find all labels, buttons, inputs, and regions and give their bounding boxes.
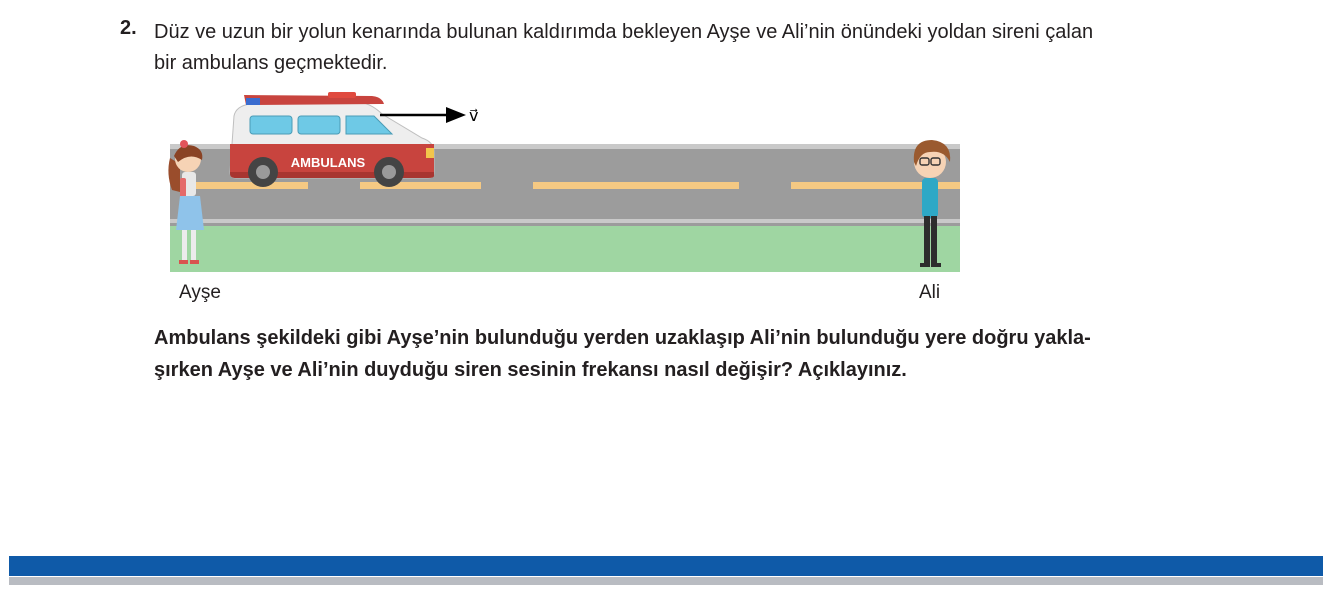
road-scene-figure: [160, 86, 970, 276]
question-prompt-line-2: şırken Ayşe ve Ali’nin duyduğu siren sesinin frekansı nasıl değişir? Açıklayınız.: [154, 359, 907, 381]
question-prompt-line-1: Ambulans şekildeki gibi Ayşe’nin bulunduğu yerden uzaklaşıp Ali’nin bulunduğu yere doğru yakla-: [154, 327, 1091, 349]
question-text-line-1: Düz ve uzun bir yolun kenarında bulunan kaldırımda bekleyen Ayşe ve Ali’nin önündeki yoldan sireni çalan: [154, 21, 1094, 43]
footer-band-blue: [9, 556, 1323, 576]
question-prompt: [154, 322, 1234, 386]
grass-strip: [170, 218, 960, 272]
label-ayse: Ayşe: [179, 282, 221, 303]
question-number: 2.: [120, 17, 137, 39]
question-text: [154, 17, 1234, 79]
ambulance: [230, 92, 434, 187]
ambulance-label: AMBULANS: [290, 155, 366, 170]
road-edge-bottom: [170, 219, 960, 223]
question-text-line-2: bir ambulans geçmektedir.: [154, 52, 388, 74]
velocity-label: v⃗: [469, 106, 479, 125]
footer-band-gray: [9, 577, 1323, 585]
label-ali: Ali: [919, 282, 941, 303]
